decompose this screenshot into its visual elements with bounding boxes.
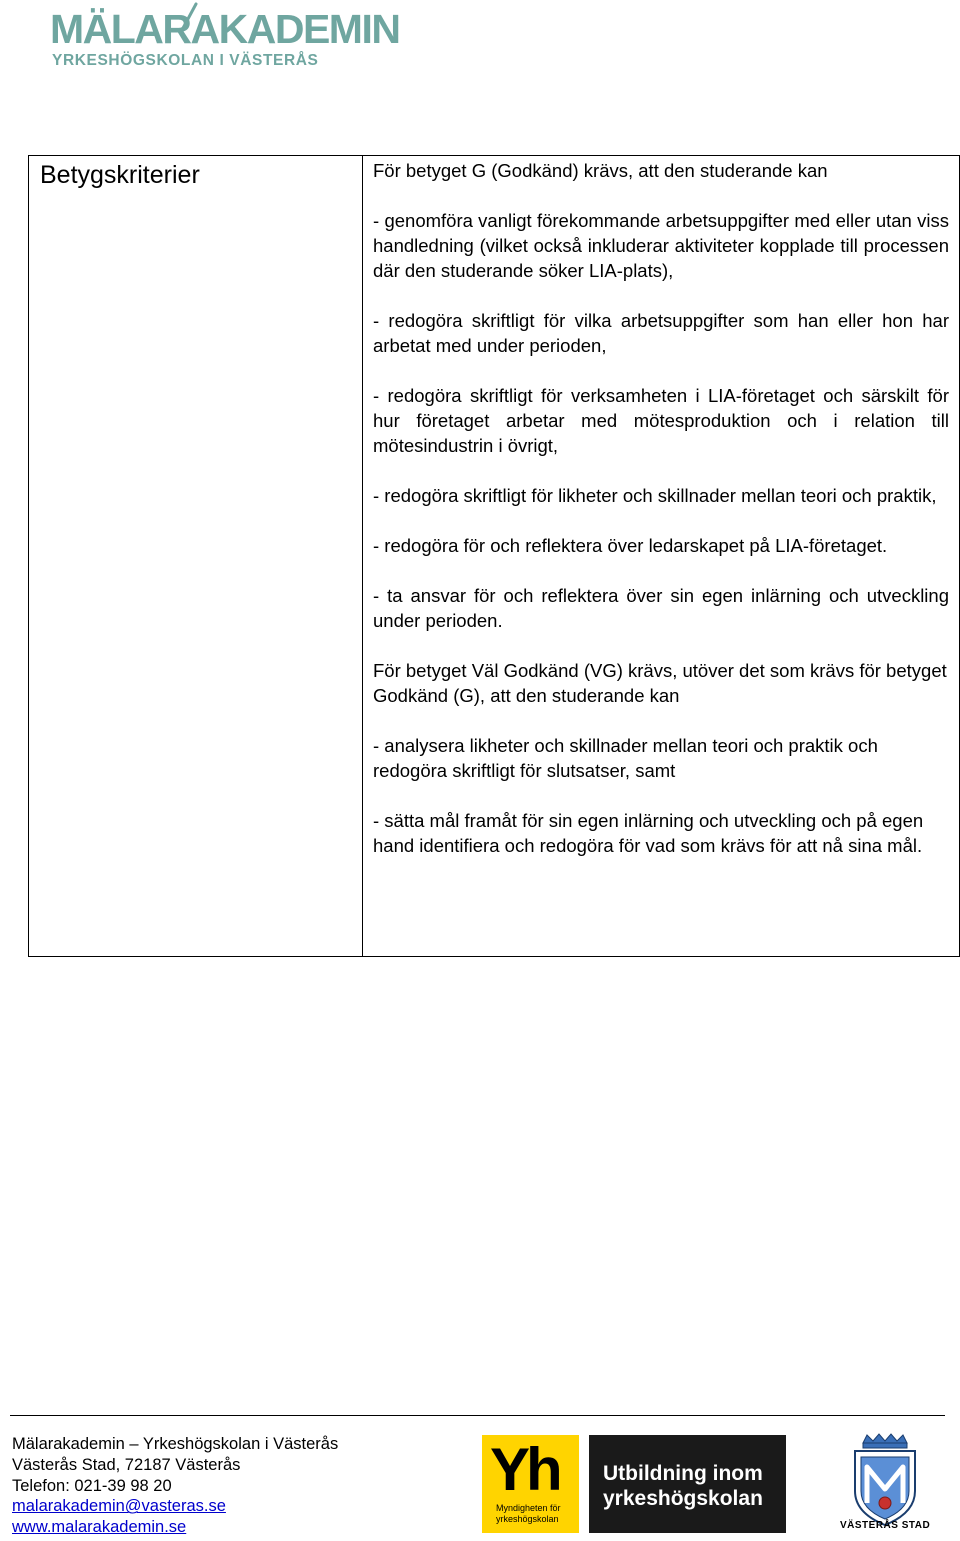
column-divider bbox=[362, 156, 363, 956]
criteria-item: - redogöra skriftligt för verksamheten i LIA-företaget och särskilt för hur företaget arbetar med mötesproduktion och i relation till mötesindustrin i övrigt, bbox=[373, 385, 949, 456]
criteria-item: - redogöra skriftligt för vilka arbetsuppgifter som han eller hon har arbetat med under perioden, bbox=[373, 310, 949, 356]
vasteras-crest-icon bbox=[845, 1433, 925, 1531]
criteria-item: - redogöra skriftligt för likheter och skillnader mellan teori och praktik, bbox=[373, 485, 937, 506]
criteria-item: - redogöra för och reflektera över ledarskapet på LIA-företaget. bbox=[373, 535, 888, 556]
criteria-item: - genomföra vanligt förekommande arbetsuppgifter med eller utan viss handledning (vilket också inkluderar aktiviteter kopplade till processen där den studerande söker LIA-plats), bbox=[373, 210, 949, 281]
criteria-item: - analysera likheter och skillnader mellan teori och praktik och redogöra skriftligt för slutsatser, samt bbox=[373, 735, 878, 781]
criteria-vg-intro: För betyget Väl Godkänd (VG) krävs, utöver det som krävs för betyget Godkänd (G), att den studerande kan bbox=[373, 660, 947, 706]
org-name: Mälarakademin – Yrkeshögskolan i Västerås bbox=[12, 1435, 339, 1453]
phone: Telefon: 021-39 98 20 bbox=[12, 1476, 172, 1495]
yh-logo bbox=[482, 1435, 579, 1533]
logo-sub-text: YRKESHÖGSKOLAN I VÄSTERÅS bbox=[52, 52, 319, 69]
criteria-g-intro: För betyget G (Godkänd) krävs, att den studerande kan bbox=[373, 160, 828, 181]
criteria-item: - ta ansvar för och reflektera över sin egen inlärning och utveckling under perioden. bbox=[373, 585, 949, 631]
yh-logo-line: yrkeshögskolan bbox=[496, 1514, 559, 1524]
yh-logo-line: Myndigheten för bbox=[496, 1503, 561, 1513]
crest-caption: VÄSTERÅS STAD bbox=[840, 1520, 931, 1531]
footer-contact bbox=[12, 1434, 338, 1538]
yh-logo-mark: Yh bbox=[490, 1436, 559, 1503]
edu-logo-line: Utbildning inom bbox=[603, 1462, 763, 1485]
criteria-cell bbox=[373, 158, 949, 883]
footer-divider bbox=[10, 1415, 945, 1416]
criteria-item: - sätta mål framåt för sin egen inlärning och utveckling och på egen hand identifiera och redogöra för vad som krävs för att nå sina mål. bbox=[373, 810, 924, 856]
address: Västerås Stad, 72187 Västerås bbox=[12, 1455, 241, 1474]
website-link[interactable]: www.malarakademin.se bbox=[12, 1518, 187, 1537]
row-title: Betygskriterier bbox=[40, 161, 200, 189]
criteria-table bbox=[28, 155, 960, 957]
edu-logo-line: yrkeshögskolan bbox=[603, 1487, 763, 1510]
email-link[interactable]: malarakademin@vasteras.se bbox=[12, 1497, 226, 1516]
malarakademin-logo bbox=[50, 6, 400, 70]
logo-main-text: MÄLARAKADEMIN bbox=[50, 6, 400, 52]
yh-logo-caption bbox=[496, 1503, 576, 1525]
logo-accent-icon bbox=[178, 2, 200, 32]
utbildning-logo bbox=[589, 1435, 786, 1533]
utbildning-logo-text bbox=[603, 1461, 763, 1511]
